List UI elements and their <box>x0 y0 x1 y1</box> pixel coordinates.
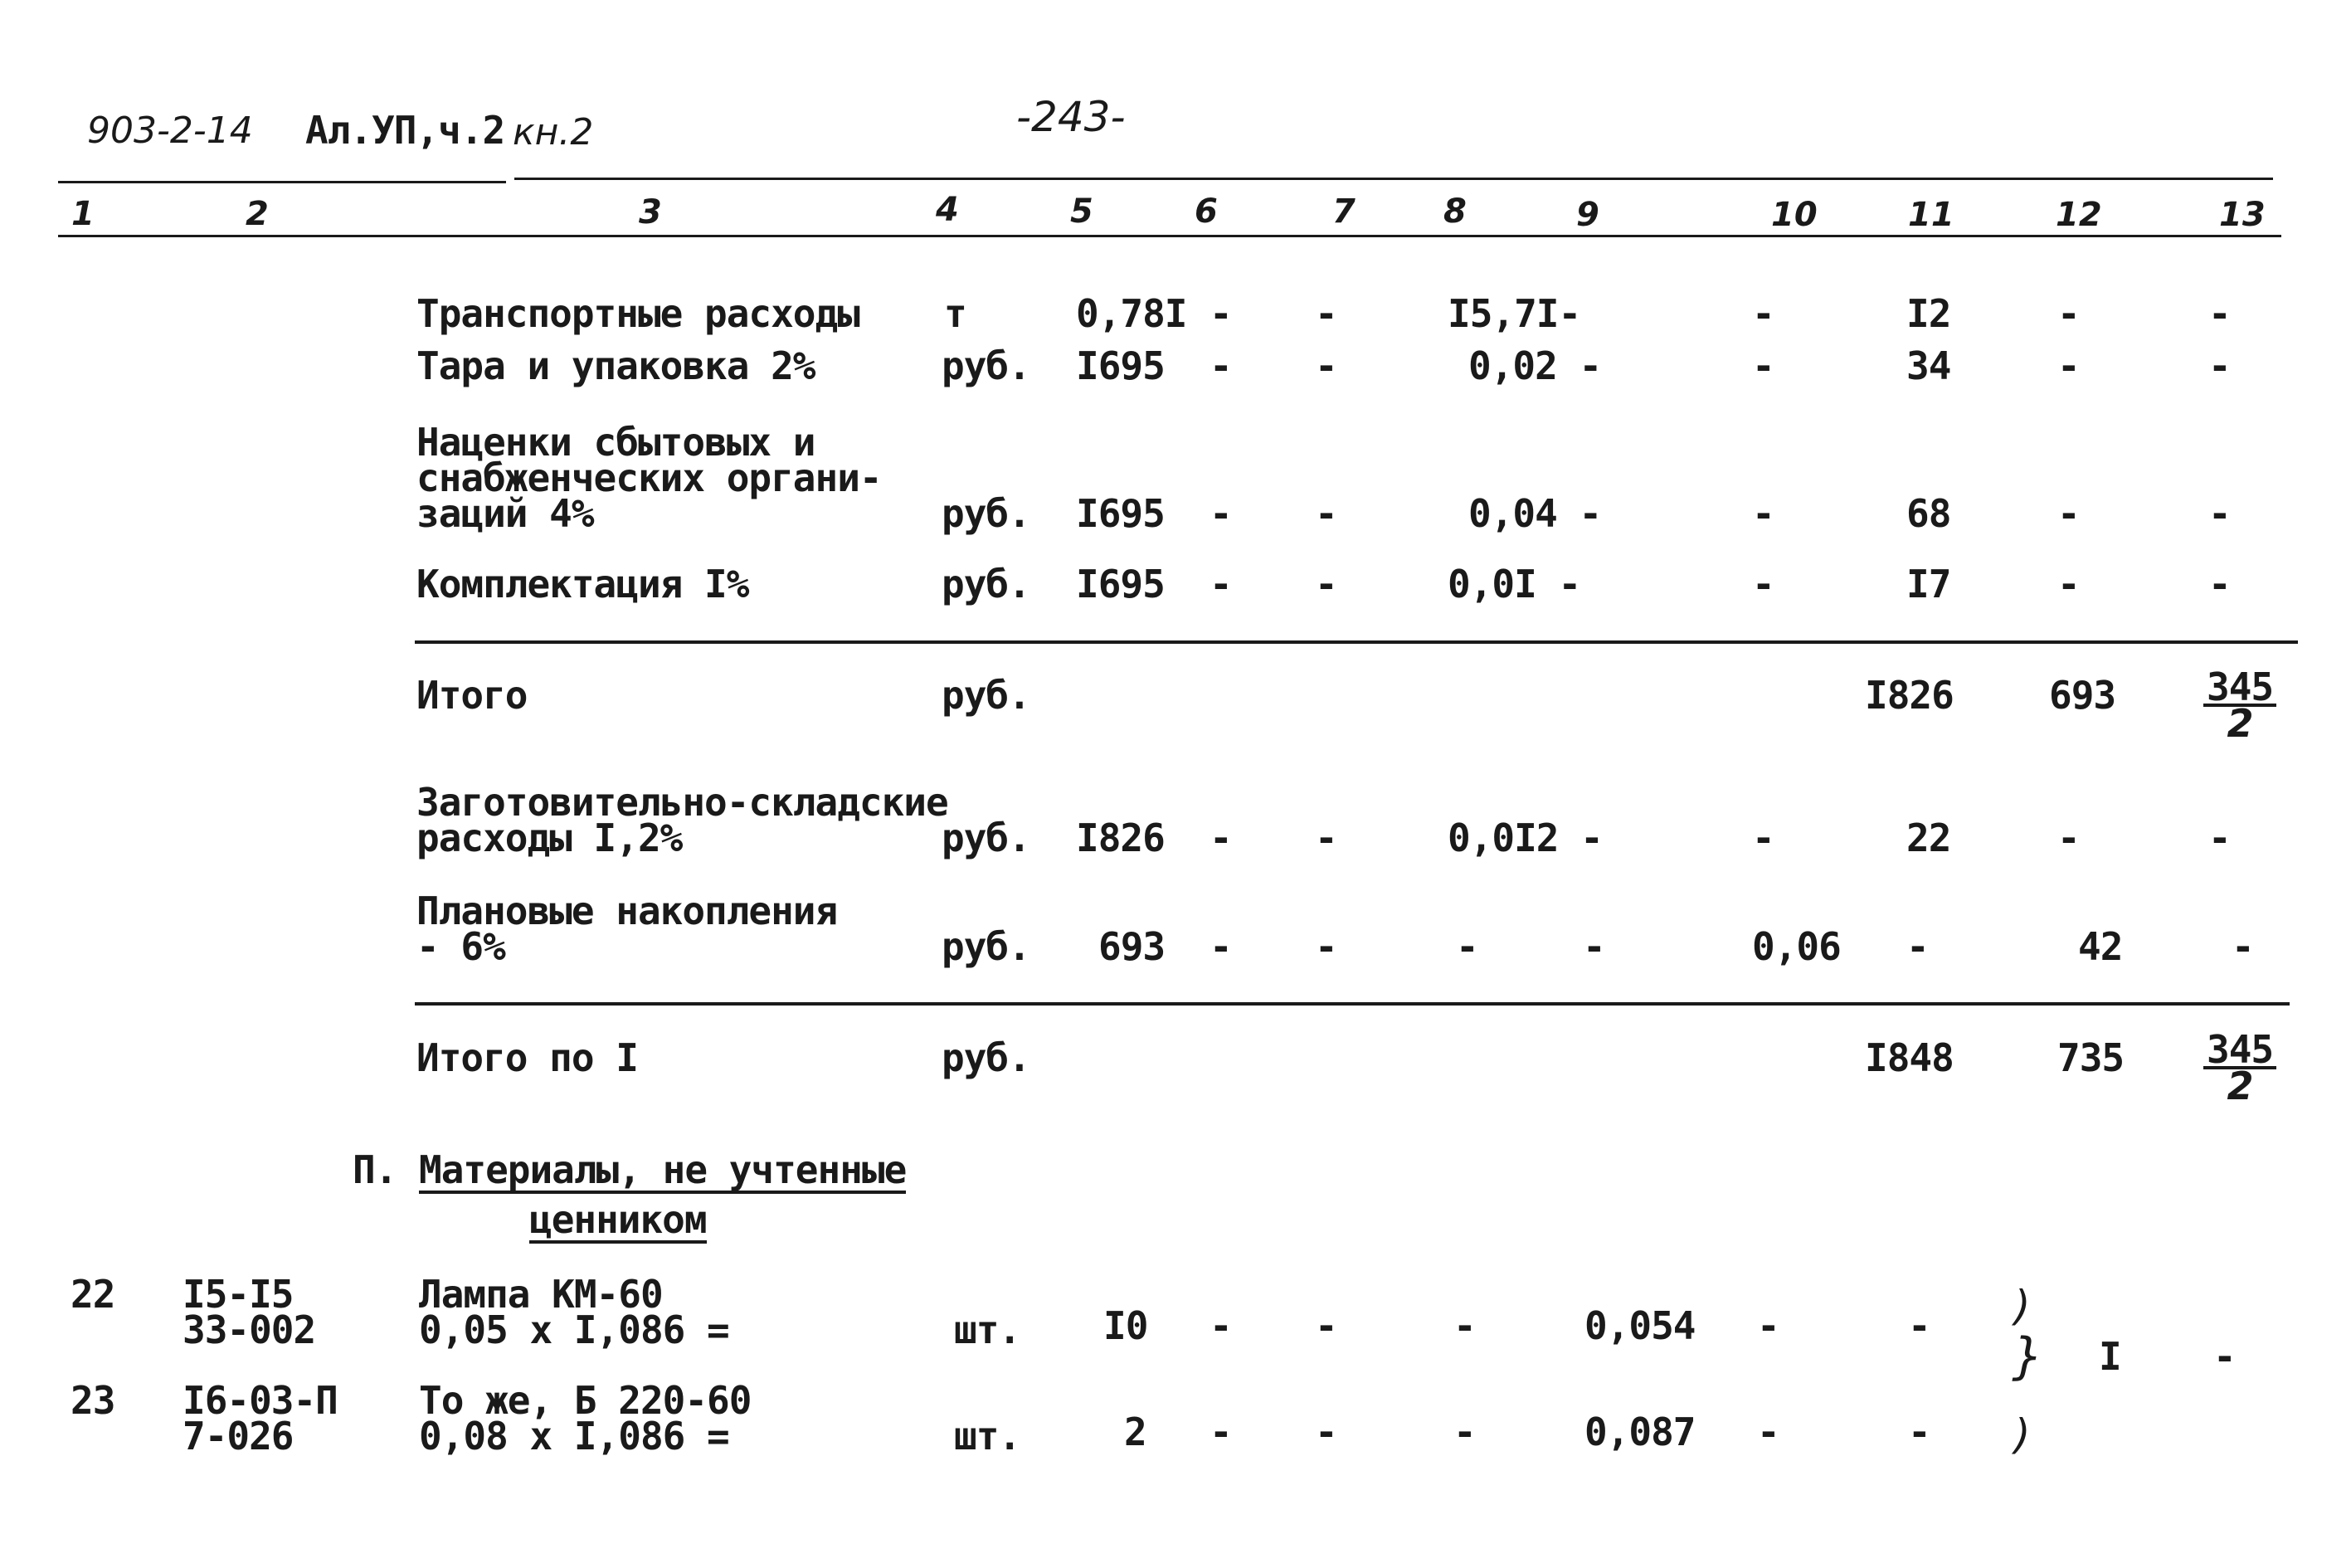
cell-col10: - <box>1752 816 1774 860</box>
cell-col10: - <box>1757 1303 1779 1348</box>
header-bottom-rule <box>58 235 2281 237</box>
column-number-12: 12 <box>2056 196 2102 234</box>
cell-col12: - <box>2057 291 2080 336</box>
cell-col12: - <box>2057 562 2080 606</box>
cell-col7: - <box>1315 291 1337 336</box>
cell-col11: - <box>1906 924 1929 969</box>
item-number: 22 <box>71 1272 115 1317</box>
cell-col8: 0,02 - <box>1468 343 1602 388</box>
cell-col5: I695 <box>1076 491 1165 536</box>
column-number-10: 10 <box>1771 196 1818 234</box>
cell-col8: - <box>1453 1410 1476 1454</box>
item-name-line2: 0,08 х I,086 = <box>419 1414 729 1458</box>
row-name: Итого по I <box>416 1035 638 1080</box>
row-name-line1: Наценки сбытовых и <box>416 420 815 465</box>
cell-col13: - <box>2208 816 2231 860</box>
cell-col11: I2 <box>1906 291 1951 336</box>
row-name: Транспортные расходы <box>416 291 859 336</box>
cell-col11: I848 <box>1865 1035 1954 1080</box>
cell-col6: - <box>1210 491 1232 536</box>
cell-col5: 2 <box>1124 1410 1146 1454</box>
item-code-line2: 7-026 <box>183 1414 294 1458</box>
cell-col12: 42 <box>2078 924 2123 969</box>
page-number: -243- <box>1016 93 1126 141</box>
row-name: Комплектация I% <box>416 562 749 606</box>
brace-top: ) <box>2014 1282 2031 1330</box>
header-top-rule-right <box>514 178 2273 180</box>
cell-col8: - <box>1456 924 1478 969</box>
fraction-numerator: 345 <box>2203 1033 2276 1069</box>
column-number-7: 7 <box>1332 192 1356 231</box>
cell-col8: I5,7I- <box>1448 291 1581 336</box>
cell-col11: 34 <box>1906 343 1951 388</box>
row-name-line2: снабженческих органи- <box>416 455 882 500</box>
cell-col5: I826 <box>1076 816 1165 860</box>
cell-col6: - <box>1210 291 1232 336</box>
item-code-line1: I5-I5 <box>183 1272 294 1317</box>
cell-col7: - <box>1315 562 1337 606</box>
cell-col6: - <box>1210 816 1232 860</box>
column-number-1: 1 <box>71 195 95 233</box>
cell-col10: - <box>1752 491 1774 536</box>
cell-col7: - <box>1315 491 1337 536</box>
section-roman-numeral: П. <box>353 1147 397 1192</box>
header-top-rule-left <box>58 181 506 183</box>
item-name-line1: То же, Б 220-60 <box>419 1378 752 1423</box>
item-name-line1: Лампа КМ-60 <box>419 1272 663 1317</box>
row-unit: руб. <box>942 673 1030 718</box>
subtotal-rule <box>415 640 2298 644</box>
column-number-5: 5 <box>1070 192 1093 231</box>
cell-col13-fraction <box>2203 665 2276 746</box>
cell-col8: 0,04 - <box>1468 491 1602 536</box>
cell-col7: - <box>1315 1303 1337 1348</box>
cell-col6: - <box>1210 924 1232 969</box>
cell-col5: 693 <box>1098 924 1166 969</box>
cell-col5: I695 <box>1076 562 1165 606</box>
column-number-2: 2 <box>246 195 269 233</box>
cell-col6: - <box>1210 562 1232 606</box>
cell-col13: - <box>2208 343 2231 388</box>
fraction-numerator: 345 <box>2203 670 2276 707</box>
row-unit: руб. <box>942 343 1030 388</box>
cell-col9: - <box>1583 924 1605 969</box>
cell-col10: - <box>1757 1410 1779 1454</box>
cell-col13: - <box>2208 491 2231 536</box>
cell-col12: - <box>2057 343 2080 388</box>
total-rule <box>415 1002 2290 1006</box>
cell-col12: 735 <box>2057 1035 2125 1080</box>
cell-col11: 68 <box>1906 491 1951 536</box>
column-number-9: 9 <box>1576 196 1599 234</box>
cell-col7: - <box>1315 343 1337 388</box>
item-number: 23 <box>71 1378 115 1423</box>
cell-col10: 0,06 <box>1752 924 1841 969</box>
cell-col6: - <box>1210 343 1232 388</box>
section-title-line1: Материалы, не учтенные <box>419 1147 907 1192</box>
cell-col7: - <box>1315 1410 1337 1454</box>
brace-bottom: ) <box>2014 1410 2031 1458</box>
item-name-line2: 0,05 х I,086 = <box>419 1307 729 1352</box>
cell-col9: 0,054 <box>1584 1303 1696 1348</box>
row-name-line2: расходы I,2% <box>416 816 683 860</box>
cell-col12: - <box>2057 816 2080 860</box>
row-name: Итого <box>416 673 528 718</box>
cell-col10: - <box>1752 343 1774 388</box>
cell-col11: - <box>1908 1410 1930 1454</box>
cell-col12: 693 <box>2049 673 2116 718</box>
album-reference: Ал.УП,ч.2 <box>305 108 505 153</box>
item-code-line1: I6-03-П <box>183 1378 338 1423</box>
row-unit: руб. <box>942 816 1030 860</box>
row-name-line1: Плановые накопления <box>416 889 838 933</box>
cell-col13-fraction <box>2203 1027 2276 1108</box>
brace-middle: } <box>2012 1327 2044 1385</box>
cell-col12: - <box>2057 491 2080 536</box>
cell-col7: - <box>1315 816 1337 860</box>
row-name: Тара и упаковка 2% <box>416 343 815 388</box>
column-number-8: 8 <box>1443 192 1467 231</box>
group-cell-col13: - <box>2213 1334 2236 1379</box>
section-title-line2: ценником <box>529 1197 707 1242</box>
row-unit: руб. <box>942 562 1030 606</box>
cell-col7: - <box>1315 924 1337 969</box>
cell-col8: - <box>1453 1303 1476 1348</box>
row-name-line2: - 6% <box>416 924 505 969</box>
fraction-denominator: 2 <box>2227 1064 2253 1108</box>
row-name-line1: Заготовительно-складские <box>416 780 948 825</box>
row-unit: руб. <box>942 491 1030 536</box>
column-number-13: 13 <box>2219 196 2266 234</box>
cell-col11: I7 <box>1906 562 1951 606</box>
cell-col11: I826 <box>1865 673 1954 718</box>
cell-col8: 0,0I - <box>1448 562 1581 606</box>
cell-col6: - <box>1210 1410 1232 1454</box>
book-reference: кн.2 <box>513 111 594 153</box>
row-unit: руб. <box>942 924 1030 969</box>
row-unit: т <box>944 291 966 336</box>
cell-col10: - <box>1752 291 1774 336</box>
cell-col6: - <box>1210 1303 1232 1348</box>
row-unit: шт. <box>954 1414 1021 1458</box>
item-code-line2: 33-002 <box>183 1307 316 1352</box>
column-number-6: 6 <box>1195 192 1218 231</box>
cell-col13: - <box>2208 562 2231 606</box>
row-name-line3: заций 4% <box>416 491 594 536</box>
cell-col13: - <box>2208 291 2231 336</box>
cell-col8: 0,0I2 - <box>1448 816 1603 860</box>
group-cell-col12: I <box>2099 1334 2121 1379</box>
cell-col9: 0,087 <box>1584 1410 1696 1454</box>
cell-col5: 0,78I <box>1076 291 1187 336</box>
cell-col11: - <box>1908 1303 1930 1348</box>
column-number-4: 4 <box>936 191 959 229</box>
document-code: 903-2-14 <box>87 110 253 152</box>
column-number-3: 3 <box>639 193 662 231</box>
cell-col5: I695 <box>1076 343 1165 388</box>
row-unit: руб. <box>942 1035 1030 1080</box>
column-number-11: 11 <box>1908 196 1954 234</box>
cell-col13: - <box>2232 924 2254 969</box>
cell-col10: - <box>1752 562 1774 606</box>
cell-col11: 22 <box>1906 816 1951 860</box>
cell-col5: I0 <box>1103 1303 1148 1348</box>
row-unit: шт. <box>954 1307 1021 1352</box>
fraction-denominator: 2 <box>2227 701 2253 746</box>
